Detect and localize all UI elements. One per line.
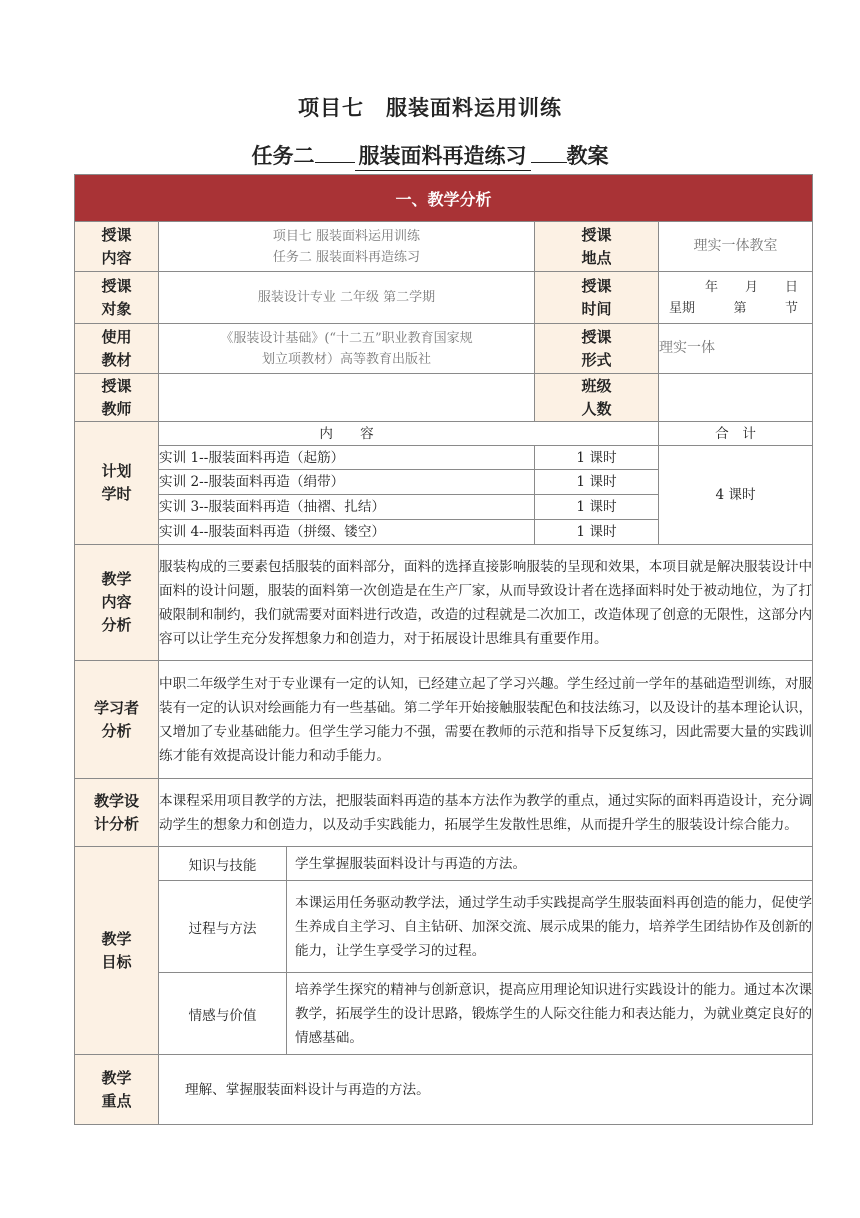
content-analysis-label: 教学 内容 分析	[75, 545, 159, 661]
class-value	[659, 374, 813, 422]
task-title-name: 服装面料再造练习	[355, 140, 531, 171]
goal-text-process: 本课运用任务驱动教学法，通过学生动手实践提高学生服装面料再创造的能力，促使学生养成自主学习、自主钻研、加深交流、展示成果的能力，培养学生团结协作及创新的能力，让学生享受学习的过程。	[287, 881, 813, 973]
textbook-label: 使用 教材	[75, 324, 159, 374]
location-value: 理实一体教室	[659, 222, 813, 272]
object-value: 服装设计专业 二年级 第二学期	[159, 272, 535, 324]
textbook-value: 《服装设计基础》(“十二五”职业教育国家规 划立项教材）高等教育出版社	[159, 324, 535, 374]
location-label: 授课 地点	[535, 222, 659, 272]
teacher-value	[159, 374, 535, 422]
learner-analysis-text: 中职二年级学生对于专业课有一定的认知，已经建立起了学习兴趣。学生经过前一学年的基础造型训练，对服装有一定的认识对绘画能力有一些基础。第二学年开始接触服装配色和技法练习，以及设计的基本理论认识，又增加了专业基础能力。但学生学习能力不强，需要在教师的示范和指导下反复练习，因此需要大量的实践训练才能有效提高设计能力和动手能力。	[159, 661, 813, 779]
content-value: 项目七 服装面料运用训练 任务二 服装面料再造练习	[159, 222, 535, 272]
object-label: 授课 对象	[75, 272, 159, 324]
content-analysis-text: 服装构成的三要素包括服装的面料部分，面料的选择直接影响服装的呈现和效果，本项目就是解决服装设计中面料的设计问题，服装的面料第一次创造是在生产厂家，从而导致设计者在选择面料时处于被动地位，为了打破限制和制约，我们就需要对面料进行改造，改造的过程就是二次加工，改造体现了创意的无限性，这部分内容可以让学生充分发挥想象力和创造力，对于拓展设计思维具有重要作用。	[159, 545, 813, 661]
schedule-item-3: 实训 3--服装面料再造（抽褶、扎结）	[159, 495, 535, 520]
time-label: 授课 时间	[535, 272, 659, 324]
goal-text-emotion: 培养学生探究的精神与创新意识，提高应用理论知识进行实践设计的能力。通过本次课教学，拓展学生的设计思路，锻炼学生的人际交往能力和表达能力，为就业奠定良好的情感基础。	[287, 973, 813, 1055]
goal-name-emotion: 情感与价值	[159, 973, 287, 1055]
goal-name-knowledge: 知识与技能	[159, 847, 287, 881]
content-label: 授课 内容	[75, 222, 159, 272]
goals-label: 教学 目标	[75, 847, 159, 1055]
key-points-label: 教学 重点	[75, 1055, 159, 1125]
schedule-hours-1: 1 课时	[535, 446, 659, 470]
schedule-item-4: 实训 4--服装面料再造（拼缀、镂空）	[159, 520, 535, 545]
teacher-label: 授课 教师	[75, 374, 159, 422]
form-value: 理实一体	[659, 324, 813, 374]
schedule-label: 计划 学时	[75, 422, 159, 545]
schedule-hours-4: 1 课时	[535, 520, 659, 545]
schedule-item-2: 实训 2--服装面料再造（绢带）	[159, 470, 535, 495]
time-value: 年 月 日 星期 第 节	[659, 272, 813, 324]
section-header: 一、教学分析	[75, 175, 813, 222]
schedule-item-1: 实训 1--服装面料再造（起筋）	[159, 446, 535, 470]
key-points-text: 理解、掌握服装面料设计与再造的方法。	[159, 1055, 813, 1125]
design-analysis-text: 本课程采用项目教学的方法，把服装面料再造的基本方法作为教学的重点，通过实际的面料再造设计，充分调动学生的想象力和创造力，以及动手实践能力，拓展学生发散性思维，从而提升学生的服装设计综合能力。	[159, 779, 813, 847]
form-label: 授课 形式	[535, 324, 659, 374]
learner-analysis-label: 学习者 分析	[75, 661, 159, 779]
task-title-prefix: 任务二	[251, 144, 315, 168]
goal-text-knowledge: 学生掌握服装面料设计与再造的方法。	[287, 847, 813, 881]
schedule-col-content: 内 容	[159, 422, 659, 446]
schedule-total: 4 课时	[659, 446, 813, 545]
class-label: 班级 人数	[535, 374, 659, 422]
lesson-plan-table	[74, 174, 813, 1125]
design-analysis-label: 教学设 计分析	[75, 779, 159, 847]
schedule-hours-2: 1 课时	[535, 470, 659, 495]
project-title: 项目七 服装面料运用训练	[298, 96, 562, 120]
task-title	[0, 140, 860, 171]
goal-name-process: 过程与方法	[159, 881, 287, 973]
schedule-col-total: 合 计	[659, 422, 813, 446]
schedule-hours-3: 1 课时	[535, 495, 659, 520]
task-title-suffix: 教案	[566, 144, 609, 168]
